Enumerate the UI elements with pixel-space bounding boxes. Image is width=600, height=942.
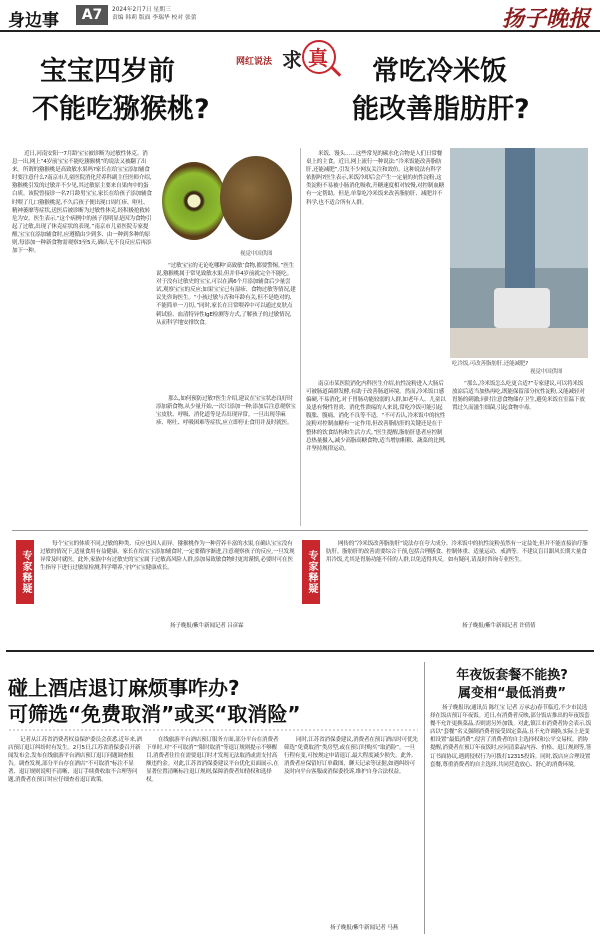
kiwi-caption: 视觉中国供图 (240, 251, 273, 257)
side-headline-line2: 属变相“最低消费” (457, 686, 567, 701)
seek-char: 求 (282, 48, 302, 72)
side-divider (424, 662, 425, 934)
section-name: 身边事 (8, 11, 59, 31)
hotel-headline-line1: 碰上酒店退订麻烦事咋办? (8, 676, 240, 700)
kiwi-photo (156, 148, 296, 248)
column-name: 网红说法 (236, 57, 273, 67)
newspaper-logo: 扬子晚报 (501, 6, 590, 32)
side-body: 扬子晚报讯(通讯员 陈红宝 记者 万承志)春节临近,不少市民选择在饭店预订年夜饭。近日,有消费者反映,部分饭店推出的年夜饭套餐不允许更换菜品,否则需另外加钱。对此,镇江市消费者协会表示,饭店以“套餐”名义强制消费者接受固定菜品,且不允许调换,实际上是变相设置“最低消费”,侵害了消费者的自主选择权和公平交易权。消协提醒,消费者在预订年夜饭时,应问清菜品内容、价格、退订规则等,签订书面协议,遇到侵权行为可拨打12315投诉。同时,饭店应合理设置套餐,尊重消费者的自主选择,共同营造放心、舒心的消费环境。 (430, 705, 592, 768)
left-headline-line2: 不能吃猕猴桃? (32, 94, 210, 125)
hotel-headline-line2: 可筛选“免费取消”或买“取消险” (8, 702, 301, 726)
expert-label-right: 专家释疑 (302, 540, 320, 604)
staff-line: 责编 韩莉 版面 李瑞华 校对 张蕾 (112, 14, 197, 21)
date-line: 2024年2月7日 星期三 (112, 7, 171, 13)
side-headline-line1: 年夜饭套餐不能换? (456, 668, 568, 683)
kiwi-half-icon (162, 162, 226, 240)
right-article-col3: “那么,冷米饭怎么吃更合适?”专家建议,可以将米饭放凉后适当加热再吃,既能保留部分抗性淀粉,又能减轻对胃肠的刺激;同时注意食物储存卫生,避免米饭在室温下放置过久而滋生细菌,引起食物中毒。 (452, 381, 585, 412)
dotted-rule (8, 728, 418, 732)
page-number-badge: A7 (76, 5, 108, 25)
woman-caption: 吃冷饭,可改善脂肪肝,还能减肥? (452, 361, 529, 367)
left-article-col2: “过敏宝宝的无论吃哪种‘高致敏’食物,都要警惕。”医生说,猕猴桃属于常见致敏水果,但并非4岁前就完全不能吃。对于没有过敏史的宝宝,可以在满6个月添加辅食后少量尝试,观察宝宝的反应;如果宝宝已有湿疹、食物过敏等情况,建议先咨询医生。“小孩过敏与否和年龄有关,但不是绝对的,不能简单一刀切。”同时,家长在日常喂养中可以通过皮肤点刺试验、血清特异性IgE检测等方式,了解孩子的过敏情况,从而科学地安排饮食。 (156, 263, 296, 326)
jeans-figure (505, 148, 535, 298)
right-article-col1: 米饭、馒头……这些常见的碳水化合物是人们日常餐桌上的主食。近日,网上流行一种说法:“冷米饭能改善脂肪肝,还能减肥”,引发不少网友关注和效仿。这种说法有科学依据吗?医生表示,米饭冷却后会产生一定量的抗性淀粉,这类淀粉不易被小肠消化吸收,升糖速度相对较慢,对控制血糖有一定帮助。但是,单靠吃冷米饭来改善脂肪肝、减肥并不科学,也不适合所有人群。 (306, 151, 445, 206)
left-article-col3: 那么,如何预防过敏?医生介绍,建议在宝宝状态良好时添加新食物,从少量开始,一次只添加一种;添加后注意观察宝宝皮肤、呼吸、消化道等是否出现异常。一旦出现荨麻疹、呕吐、呼吸困难等症状,应立即停止食用并及时就医。 (156, 396, 296, 427)
column-divider (300, 148, 301, 526)
expert-label-left: 专家释疑 (16, 540, 34, 604)
right-headline-line1: 常吃冷米饭 (372, 56, 507, 87)
floor (450, 328, 588, 358)
left-expert-text: 每个宝宝的体质不同,过敏的种类、反应也因人而异。猕猴桃作为一种营养丰富的水果,在确认宝宝没有过敏的情况下,适量食用有益健康。家长在给宝宝添加辅食时,一定要循序渐进,注意观察孩子的反应,一旦发现异常及时就医。此外,家族中有过敏史的宝宝属于过敏高风险人群,添加易致敏食物时更需谨慎,必要时可在医生指导下进行过敏原检测,科学喂养,守护宝宝健康成长。 (40, 541, 295, 572)
hotel-col3: 同时,江苏省消保委建议,消费者在预订酒店时可优先筛选“免费取消”类房型,或在预订时购买“取消险”。一旦行程有变,可按规定申请退订,最大程度减少损失。此外,消费者应保留好订单截图、聊天记录等证据,如遇纠纷可及时向平台客服或消保委投诉,维护自身合法权益。 (284, 737, 418, 776)
section-rule (6, 650, 594, 652)
feature-banner (6, 40, 594, 134)
left-headline-line1: 宝宝四岁前 (40, 56, 175, 87)
left-article-col1: 近日,河南安阳一7月龄宝宝被诊断为过敏性休克。消息一出,网上“4岁前宝宝不能吃猕猴桃”的说法又被翻了出来。所谓的猕猴桃是高致敏水果吗?家长在给宝宝添加辅食时要注意什么?南京市儿童医院消化营养科副主任医师介绍,猕猴桃引发的过敏并不少见,其过敏原主要来自果肉中的蛋白质。该院曾接诊一名7月龄男宝宝,家长在给孩子添加辅食时喂了几口猕猴桃泥,不久后孩子便出现口周红疹、呕吐、精神萎靡等症状,送医后被诊断为过敏性休克,经积极抢救转危为安。医生表示,“这个病例中的孩子很明显是因为食物引起了过敏,出现了休克症状的表现。”南京市儿童医院专家提醒,宝宝在添加辅食时,应遵循由少到多、由一种到多种的原则,每添加一种新食物需观察3至5天,确认无不良反应后再添加下一种。 (12, 151, 152, 255)
bathroom-scale-icon (494, 288, 550, 328)
issue-meta (112, 7, 197, 23)
kiwi-whole-icon (220, 156, 292, 240)
scale-photo (450, 148, 588, 358)
hotel-col1: 记者从江苏省消费者权益保护委员会获悉,近年来,酒店预订退订纠纷时有发生。2月5日,江苏省消保委召开新闻发布会,发布在线旅游平台酒店预订退订问题调查报告。调查发现,部分平台存在酒店“不可取消”标注不显著、退订规则说明不清晰、退订手续费收取不合理等问题,消费者在预订时应仔细查看退订政策。 (8, 737, 142, 784)
right-article-col2: 南京市某医院消化内科医生介绍,抗性淀粉进入大肠后可被肠道菌群发酵,有助于改善肠道环境。然而,冷米饭口感偏硬,不易消化,对于胃肠功能较弱的人群,如老年人、儿童以及患有慢性胃炎、消化性溃疡的人来说,常吃冷饭可能引起腹胀、腹痛、消化不良等不适。“不可否认,冷米饭中的抗性淀粉对控制血糖有一定作用,但改善脂肪肝的关键还是在于整体的饮食结构和生活方式。”医生提醒,脂肪肝患者应控制总热量摄入,减少高脂高糖食物,适当增加粗粮、蔬菜的比例,并坚持规律运动。 (306, 381, 446, 452)
expert-top-rule (12, 530, 588, 531)
woman-credit: 视觉中国供图 (530, 369, 563, 375)
right-expert-credit: 扬子晚报/紫牛新闻记者 许倩倩 (462, 623, 536, 629)
hotel-col2: 在线旅游平台酒店预订服务方面,部分平台在消费者下单时,对“不可取消”“限时取消”等退订规则提示不够醒目,消费者往往在需要退订时才发现无法取消或需支付高额违约金。对此,江苏省消保委建议平台优化页面展示,在显著位置清晰标注退订规则,保障消费者知情权和选择权。 (146, 737, 279, 784)
left-expert-credit: 扬子晚报/紫牛新闻记者 吕彦霖 (170, 623, 244, 629)
truth-char: 真 (308, 46, 328, 70)
right-expert-text: 网传的“冷米饭改善脂肪肝”说法存在夸大成分。冷米饭中的抗性淀粉虽然有一定益处,但并不能直接治疗脂肪肝。脂肪肝的改善需要综合干预,包括合理膳食、控制体重、适量运动、戒酒等。不建议盲目跟风长期大量食用冷饭,尤其是胃肠功能不佳的人群,以免适得其反。如有疑问,请及时咨询专业医生。 (326, 541, 588, 564)
hotel-credit: 扬子晚报/紫牛新闻记者 马燕 (330, 925, 398, 931)
magnifier-handle (331, 66, 342, 77)
right-headline-line2: 能改善脂肪肝? (352, 94, 530, 125)
